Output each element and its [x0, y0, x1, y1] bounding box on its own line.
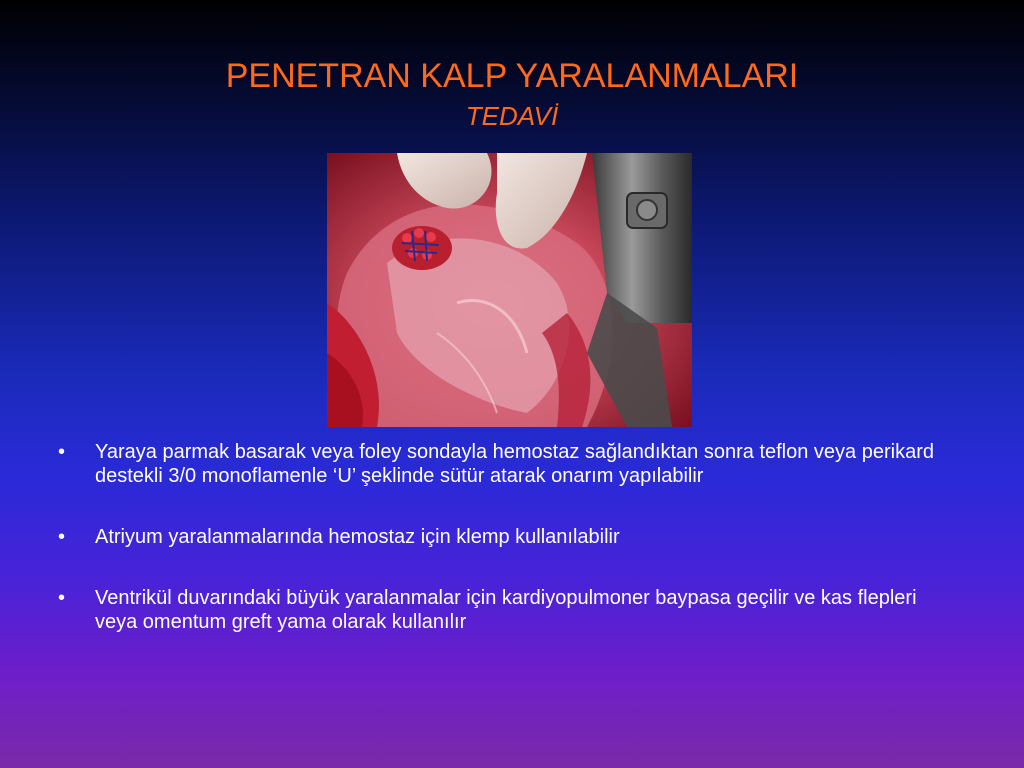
bullet-text: Yaraya parmak basarak veya foley sondayla hemostaz sağlandıktan sonra teflon veya perikard destekli 3/0 monoflamenle ‘U’ şeklinde sütür atarak onarım yapılabilir — [95, 441, 934, 487]
list-item — [58, 440, 958, 488]
surgical-photo — [327, 153, 692, 427]
list-item — [58, 525, 958, 549]
slide-subtitle: TEDAVİ — [465, 101, 559, 131]
bullet-text: Atriyum yaralanmalarında hemostaz için klemp kullanılabilir — [95, 526, 620, 548]
bullet-dot-icon: • — [58, 587, 66, 609]
bullet-dot-icon: • — [58, 526, 66, 548]
bullet-dot-icon: • — [58, 441, 66, 463]
bullet-text: Ventrikül duvarındaki büyük yaralanmalar için kardiyopulmoner baypasa geçilir ve kas flepleri veya omentum greft yama olarak kullanılır — [95, 587, 917, 633]
surgical-photo-image — [327, 153, 692, 427]
slide-title: PENETRAN KALP YARALANMALARI — [225, 57, 799, 95]
bullet-list — [58, 440, 958, 671]
list-item — [58, 586, 958, 634]
